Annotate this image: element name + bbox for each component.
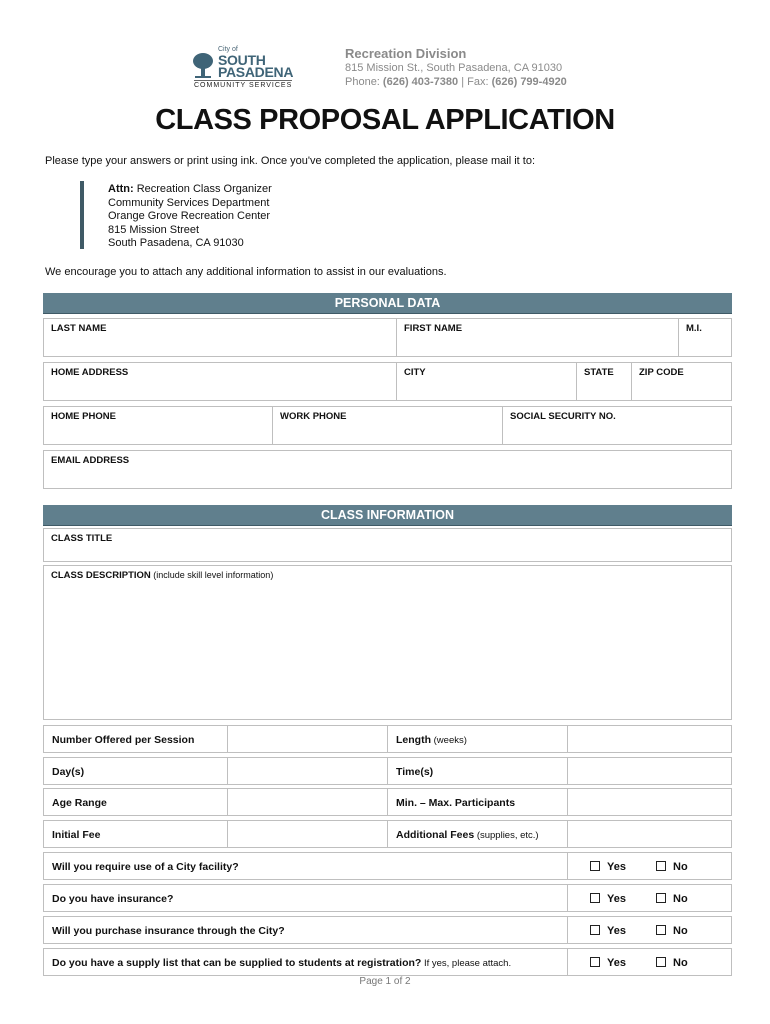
- number-offered-label: Number Offered per Session: [43, 725, 228, 753]
- middle-initial-field[interactable]: M.I.: [678, 318, 732, 357]
- logo-pasadena: PASADENA: [218, 64, 294, 80]
- answer-city-insurance: [567, 916, 732, 944]
- logo-city-of: City of: [218, 46, 238, 53]
- no-checkbox[interactable]: No: [656, 893, 688, 905]
- additional-fees-input[interactable]: [567, 820, 732, 848]
- no-checkbox[interactable]: No: [656, 861, 688, 873]
- participants-input[interactable]: [567, 788, 732, 816]
- address-accent-bar: [80, 181, 84, 249]
- encourage-text: We encourage you to attach any additional information to assist in our evaluations.: [45, 266, 447, 278]
- no-checkbox[interactable]: No: [656, 957, 688, 969]
- zip-code-field[interactable]: ZIP CODE: [631, 362, 732, 401]
- division-name: Recreation Division: [345, 46, 467, 61]
- additional-fees-label: Additional Fees (supplies, etc.): [387, 820, 568, 848]
- length-label: Length (weeks): [387, 725, 568, 753]
- home-address-field[interactable]: HOME ADDRESS: [43, 362, 397, 401]
- question-city-insurance: Will you purchase insurance through the City?: [43, 916, 568, 944]
- answer-city-facility: [567, 852, 732, 880]
- work-phone-field[interactable]: WORK PHONE: [272, 406, 503, 445]
- length-input[interactable]: [567, 725, 732, 753]
- page-number: Page 1 of 2: [359, 976, 411, 987]
- home-phone-field[interactable]: HOME PHONE: [43, 406, 273, 445]
- initial-fee-label: Initial Fee: [43, 820, 228, 848]
- yes-checkbox[interactable]: Yes: [590, 925, 626, 937]
- yes-checkbox[interactable]: Yes: [590, 893, 626, 905]
- class-title-field[interactable]: CLASS TITLE: [43, 528, 732, 562]
- logo-community-services: COMMUNITY SERVICES: [194, 82, 293, 89]
- times-label: Time(s): [387, 757, 568, 785]
- email-field[interactable]: EMAIL ADDRESS: [43, 450, 732, 489]
- city-logo: [192, 46, 302, 90]
- page-title: CLASS PROPOSAL APPLICATION: [155, 104, 615, 136]
- yes-checkbox[interactable]: Yes: [590, 957, 626, 969]
- times-input[interactable]: [567, 757, 732, 785]
- class-description-field[interactable]: CLASS DESCRIPTION (include skill level information): [43, 565, 732, 720]
- city-field[interactable]: CITY: [396, 362, 577, 401]
- initial-fee-input[interactable]: [227, 820, 388, 848]
- number-offered-input[interactable]: [227, 725, 388, 753]
- division-address: 815 Mission St., South Pasadena, CA 91030: [345, 62, 563, 74]
- age-range-label: Age Range: [43, 788, 228, 816]
- answer-supply-list: [567, 948, 732, 976]
- yes-checkbox[interactable]: Yes: [590, 861, 626, 873]
- question-insurance: Do you have insurance?: [43, 884, 568, 912]
- division-phone: Phone: (626) 403-7380 | Fax: (626) 799-4920: [345, 76, 567, 88]
- last-name-field[interactable]: LAST NAME: [43, 318, 397, 357]
- question-supply-list: Do you have a supply list that can be supplied to students at registration? If yes, please attach.: [43, 948, 568, 976]
- first-name-field[interactable]: FIRST NAME: [396, 318, 679, 357]
- mailing-address: Attn: Recreation Class Organizer Community Services Department Orange Grove Recreation Center 815 Mission Street South Pasadena, CA 91030: [108, 183, 272, 249]
- days-input[interactable]: [227, 757, 388, 785]
- days-label: Day(s): [43, 757, 228, 785]
- tree-icon: [192, 52, 214, 78]
- age-range-input[interactable]: [227, 788, 388, 816]
- question-city-facility: Will you require use of a City facility?: [43, 852, 568, 880]
- answer-insurance: [567, 884, 732, 912]
- ssn-field[interactable]: SOCIAL SECURITY NO.: [502, 406, 732, 445]
- class-information-heading: CLASS INFORMATION: [43, 505, 732, 525]
- intro-text: Please type your answers or print using ink. Once you've completed the application, please mail it to:: [45, 155, 536, 167]
- personal-data-heading: PERSONAL DATA: [43, 293, 732, 313]
- logo-south: SOUTH: [218, 52, 266, 68]
- state-field[interactable]: STATE: [576, 362, 632, 401]
- participants-label: Min. – Max. Participants: [387, 788, 568, 816]
- no-checkbox[interactable]: No: [656, 925, 688, 937]
